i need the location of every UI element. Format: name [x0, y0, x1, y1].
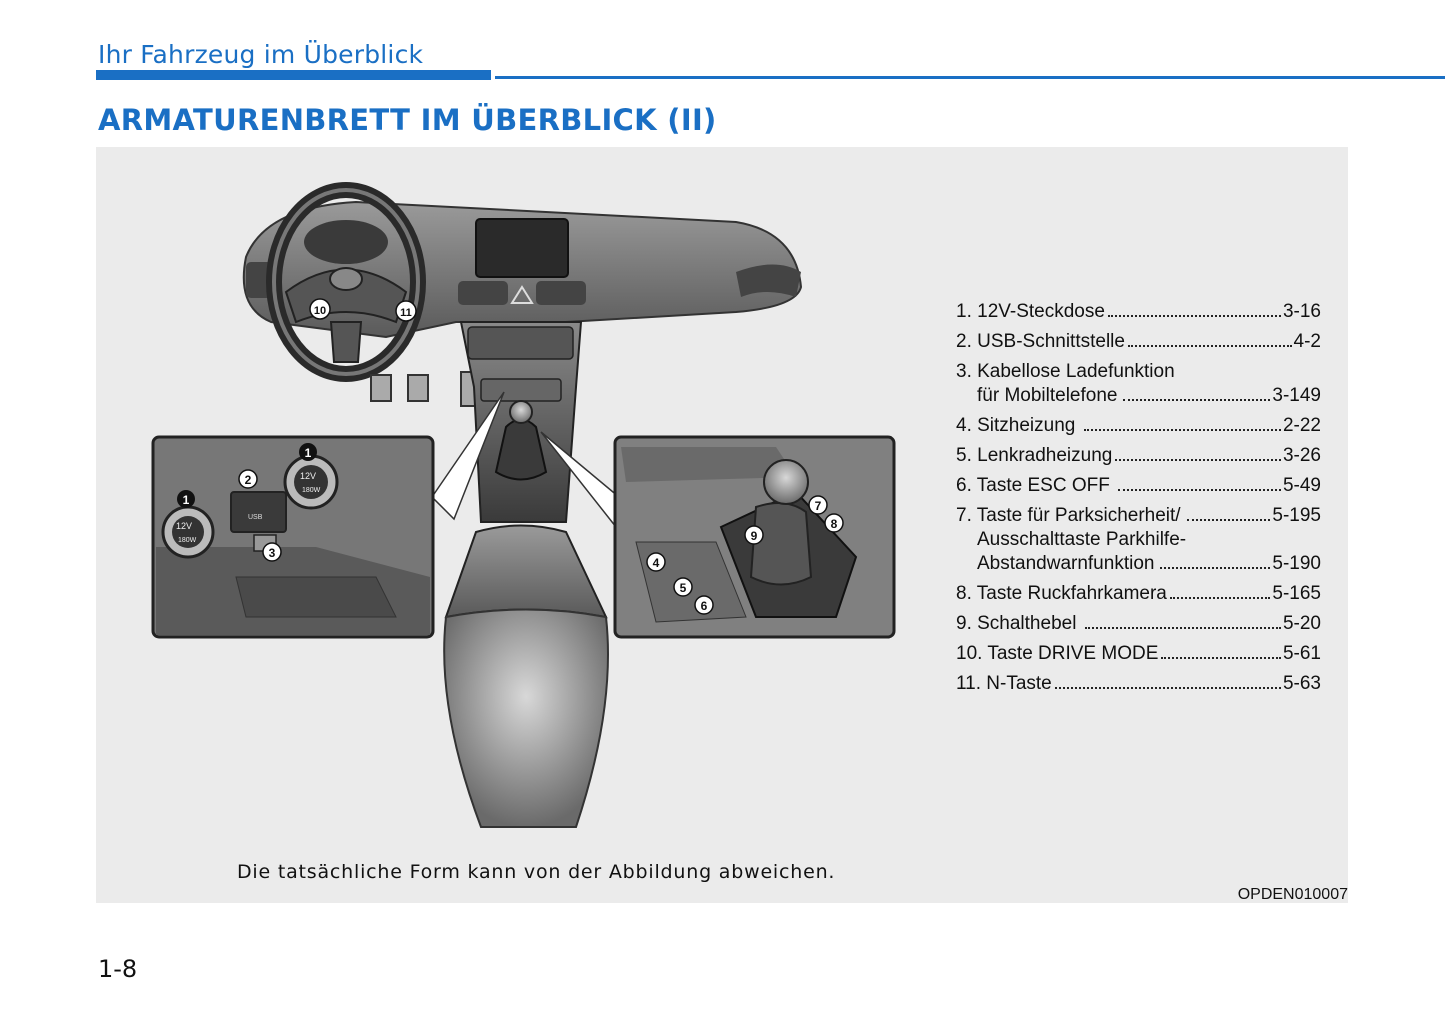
legend-item: 1. 12V-Steckdose 3-16: [956, 301, 1321, 322]
shift-boot: [751, 503, 811, 585]
callout-7: [809, 496, 827, 514]
callout-5: [674, 578, 692, 596]
gear-knob: [510, 401, 532, 423]
shift-knob: [764, 460, 808, 504]
callout-11: [396, 301, 416, 321]
legend-item: 2. USB-Schnittstelle 4-2: [956, 331, 1321, 352]
header-rule-thick: [96, 70, 491, 80]
svg-text:1: 1: [182, 493, 190, 507]
tunnel: [444, 610, 608, 828]
legend-item: 9. Schalthebel 5-20: [956, 613, 1321, 634]
legend-item: 6. Taste ESC OFF 5-49: [956, 475, 1321, 496]
legend-list: [956, 300, 1321, 702]
socket-wattage: 180W: [302, 487, 321, 494]
svg-text:9: 9: [750, 529, 758, 543]
socket-voltage: 12V: [176, 521, 193, 531]
section-title: Ihr Fahrzeug im Überblick: [98, 40, 424, 69]
callout-8: [825, 514, 843, 532]
legend-item: 5. Lenkradheizung 3-26: [956, 445, 1321, 466]
svg-text:11: 11: [400, 307, 412, 319]
svg-text:1: 1: [304, 446, 312, 460]
callout-9: [745, 526, 763, 544]
inset-left: [153, 437, 433, 637]
armrest: [446, 526, 606, 618]
callout-1: [299, 443, 317, 461]
usb-label: USB: [248, 514, 263, 521]
callout-1: [177, 490, 195, 508]
air-vent-center-left: [458, 281, 508, 305]
climate-panel: [468, 327, 573, 359]
socket-wattage: 180W: [178, 537, 197, 544]
socket-voltage: 12V: [300, 471, 317, 481]
pedal: [371, 375, 391, 401]
callout-10: [310, 299, 330, 319]
center-screen: [476, 219, 568, 277]
legend-item: 10. Taste DRIVE MODE 5-61: [956, 643, 1321, 664]
legend-item: 4. Sitzheizung 2-22: [956, 415, 1321, 436]
pedal: [408, 375, 428, 401]
legend-item: 8. Taste Ruckfahrkamera 5-165: [956, 583, 1321, 604]
legend-item: 7. Taste für Parksicherheit/ 5-195 Ausschalttaste Parkhilfe- Abstandwarnfunktion 5-190: [956, 505, 1321, 574]
svg-text:10: 10: [313, 305, 327, 317]
svg-text:2: 2: [244, 473, 252, 487]
switch-panel: [481, 379, 561, 401]
svg-text:7: 7: [814, 499, 822, 513]
figure-panel: [96, 147, 1348, 903]
header-rule-thin: [495, 76, 1445, 79]
page-number: 1-8: [98, 955, 138, 983]
page-title: ARMATURENBRETT IM ÜBERBLICK (II): [98, 103, 717, 137]
figure-code: OPDEN010007: [1237, 886, 1348, 903]
callout-6: [695, 596, 713, 614]
air-vent-center-right: [536, 281, 586, 305]
svg-text:3: 3: [268, 546, 276, 560]
legend-item: 3. Kabellose Ladefunktion für Mobiltelefone 3-149: [956, 361, 1321, 406]
figure-caption: Die tatsächliche Form kann von der Abbildung abweichen.: [237, 861, 836, 883]
callout-3: [263, 543, 281, 561]
callout-4: [647, 553, 665, 571]
callout-2: [239, 470, 257, 488]
svg-text:4: 4: [652, 556, 660, 570]
svg-text:6: 6: [700, 599, 708, 613]
svg-text:5: 5: [679, 581, 687, 595]
legend-item: 11. N-Taste 5-63: [956, 673, 1321, 694]
svg-text:8: 8: [830, 517, 838, 531]
dashboard-illustration: [96, 147, 906, 847]
